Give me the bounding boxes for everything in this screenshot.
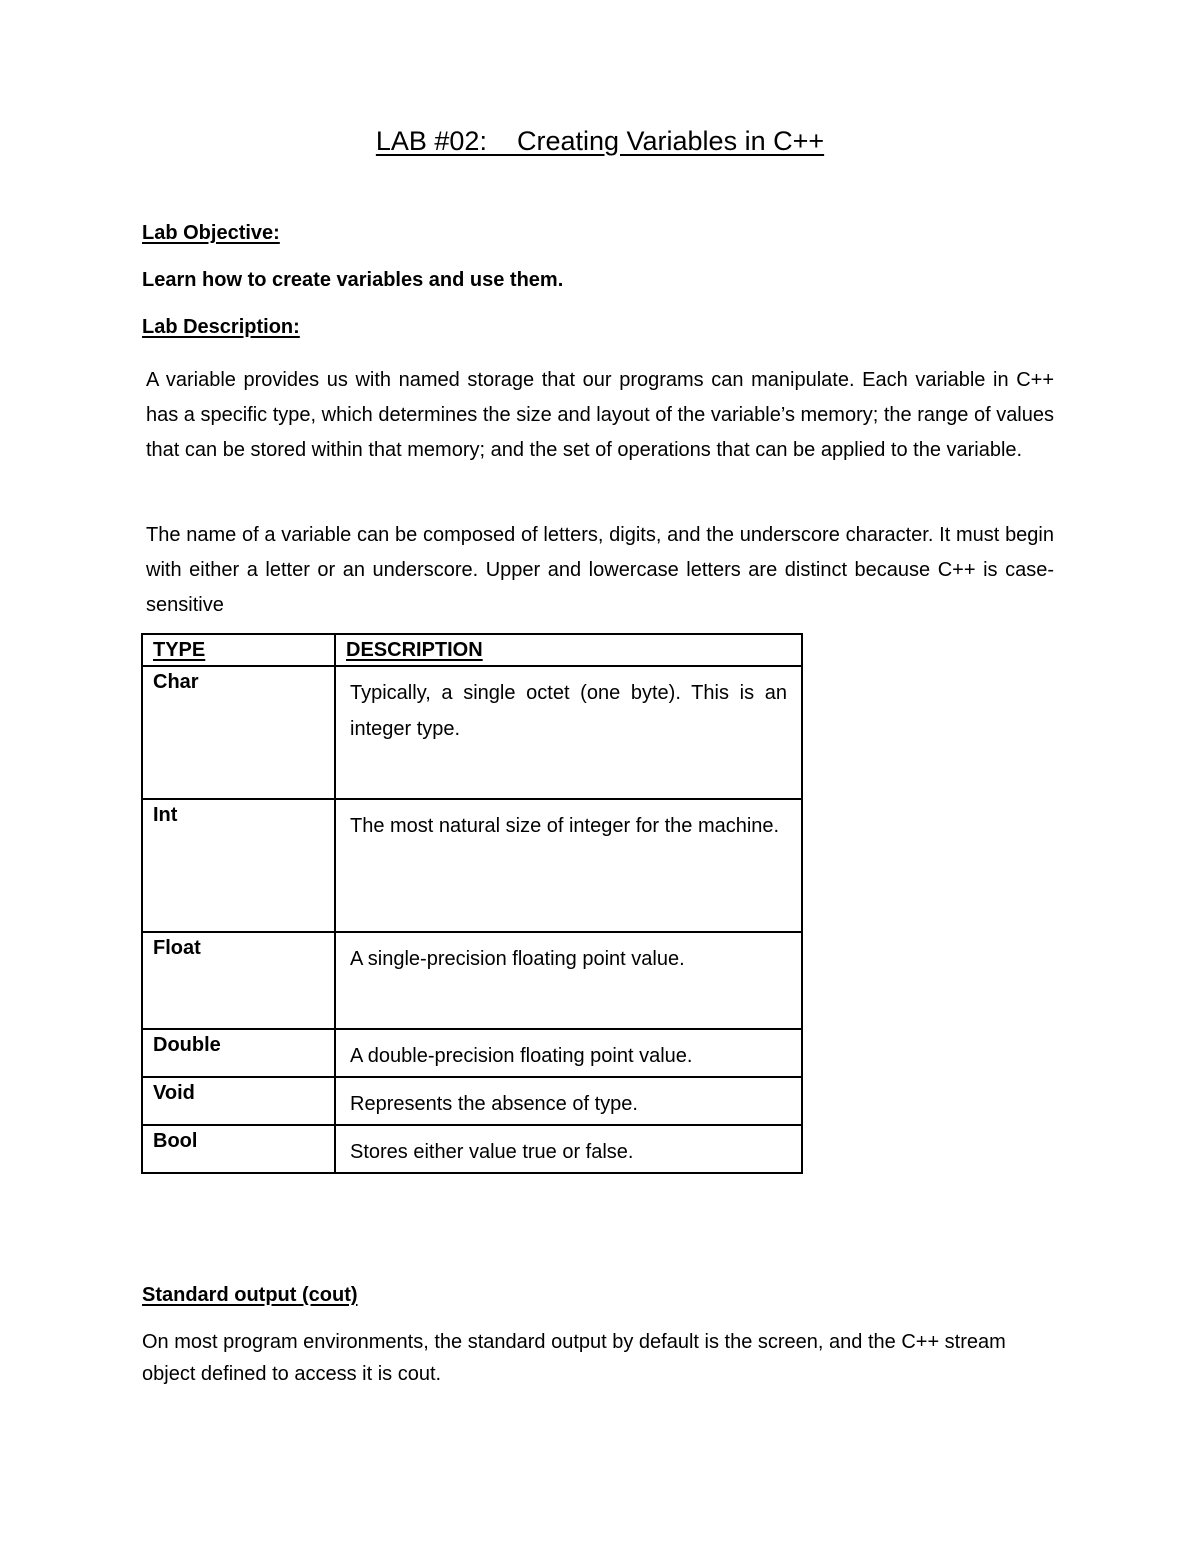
description-paragraph-2: The name of a variable can be composed of letters, digits, and the underscore character. It must begin with either a letter or an underscore. Upper and lowercase letters are distinct because C++ is case-sensitive (146, 524, 1054, 616)
table-row (142, 1125, 802, 1173)
type-label: Void (153, 1082, 195, 1104)
header-description-cell (335, 634, 802, 666)
standard-output-heading: Standard output (cout) (142, 1284, 358, 1306)
description-text: The most natural size of integer for the machine. (350, 815, 780, 837)
type-cell (142, 1029, 335, 1077)
type-label: Int (153, 804, 178, 826)
header-type-cell (142, 634, 335, 666)
table-header-row (142, 634, 802, 666)
type-label: Double (153, 1034, 221, 1056)
page-title: LAB #02: Creating Variables in C++ (375, 126, 825, 156)
type-cell (142, 1077, 335, 1125)
header-type-label: TYPE (153, 639, 206, 661)
description-cell (335, 932, 802, 1029)
description-text: A double-precision floating point value. (350, 1045, 693, 1067)
description-cell (335, 799, 802, 932)
description-text: A single-precision floating point value. (350, 948, 685, 970)
type-label: Bool (153, 1130, 198, 1152)
standard-output-text: On most program environments, the standard output by default is the screen, and the C++ stream object defined to access it is cout. (142, 1331, 1006, 1385)
type-label: Float (153, 937, 201, 959)
description-cell (335, 1029, 802, 1077)
description-text: Typically, a single octet (one byte). This is an integer type. (350, 682, 787, 740)
description-cell (335, 1125, 802, 1173)
description-cell (335, 666, 802, 799)
description-paragraph-1: A variable provides us with named storage that our programs can manipulate. Each variable in C++ has a specific type, which determines the size and layout of the variable’s memory; the range of values that can be stored within that memory; and the set of operations that can be applied to the variable. (146, 369, 1054, 461)
lab-description-heading: Lab Description: (142, 316, 300, 338)
description-cell (335, 1077, 802, 1125)
type-label: Char (153, 671, 199, 693)
type-cell (142, 1125, 335, 1173)
table-row (142, 666, 802, 799)
table-row (142, 1077, 802, 1125)
type-cell (142, 932, 335, 1029)
type-cell (142, 799, 335, 932)
table-row (142, 932, 802, 1029)
table-row (142, 1029, 802, 1077)
table-row (142, 799, 802, 932)
lab-objective-text: Learn how to create variables and use them. (142, 269, 564, 291)
header-description-label: DESCRIPTION (346, 639, 483, 661)
data-types-table (141, 633, 803, 1174)
description-text: Stores either value true or false. (350, 1141, 634, 1163)
lab-objective-heading: Lab Objective: (142, 222, 280, 244)
type-cell (142, 666, 335, 799)
description-text: Represents the absence of type. (350, 1093, 638, 1115)
